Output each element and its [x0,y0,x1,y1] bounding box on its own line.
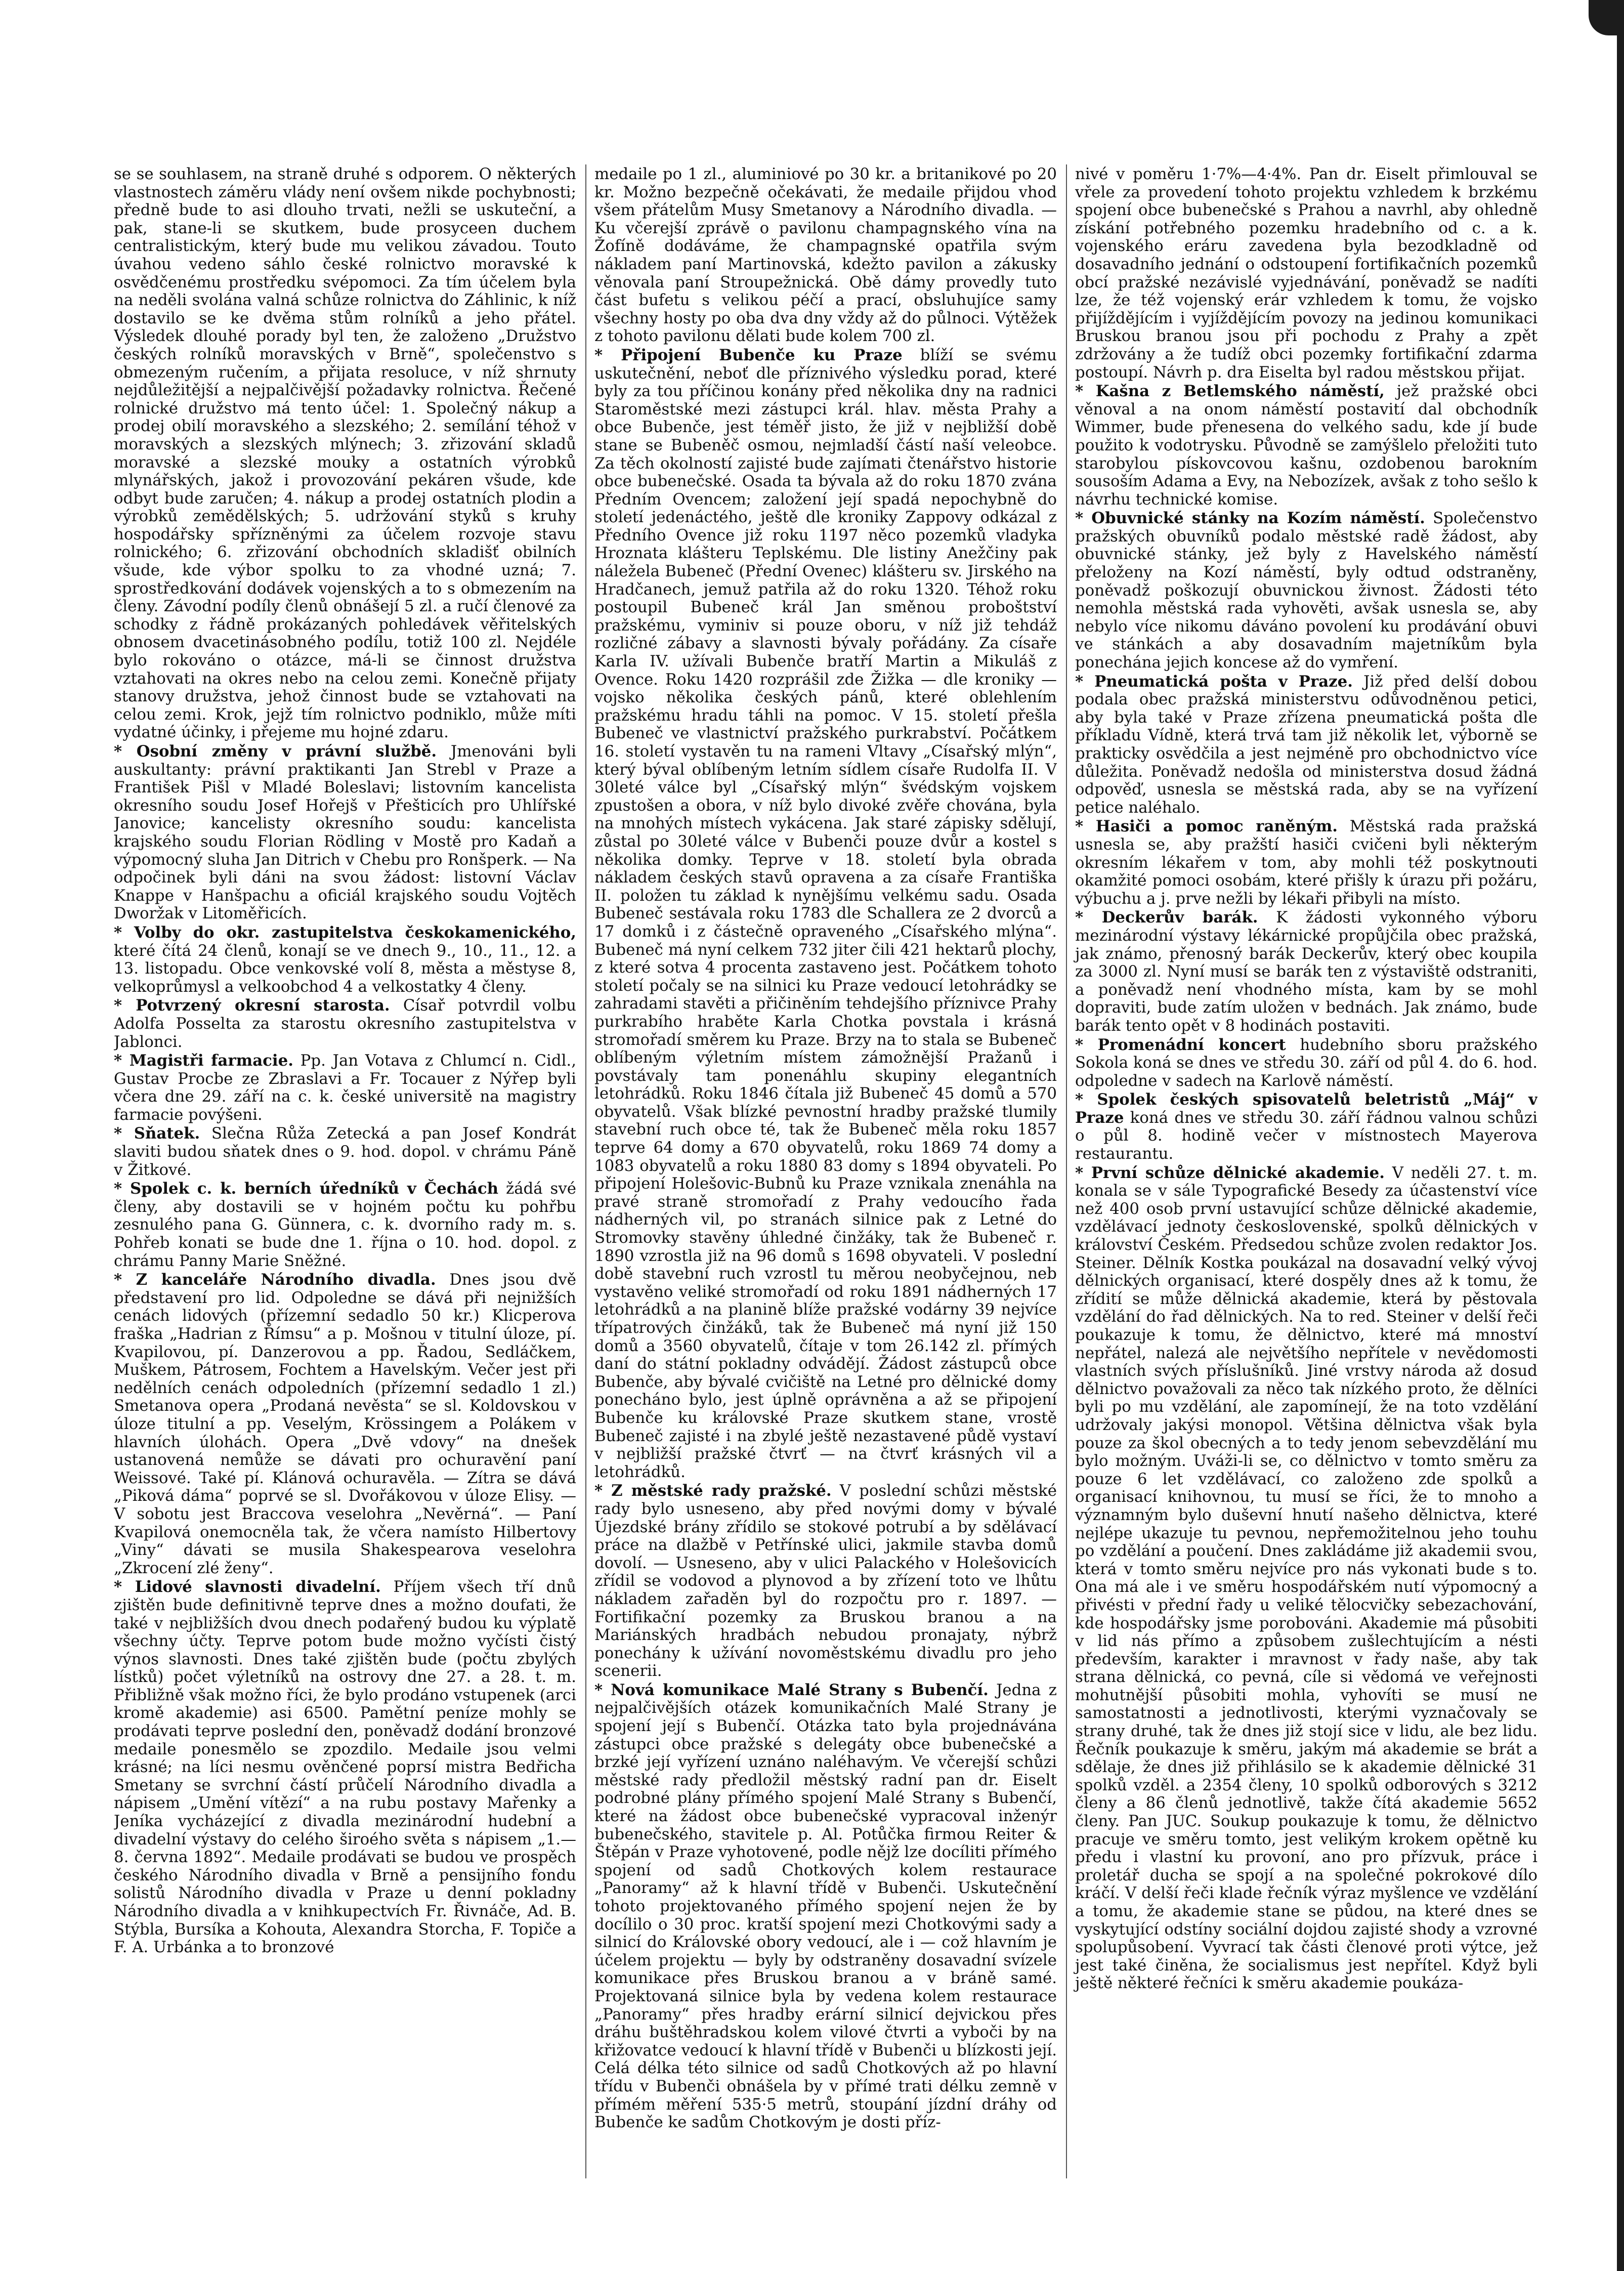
article-lidove-slavnosti: * Lidové slavnosti divadelní. Příjem všech tří dnů zjištěn bude definitivně teprve dnes a možno doufati, že také v nejbližších dvou dnech podařený budou ku výplatě všechny účty. Teprve potom bude možno vyčísti čistý výnos slavnosti. Dnes také zjištěn bude (počtu zbylých lístků) počet výletníků na ostrovy dne 27. a 28. t. m. Přibližně však možno říci, že bylo prodáno vstupenek (arci kromě akademie) asi 6500. Pamětní peníze mohly se prodávati teprve poslední den, poněvadž dodání bronzové medaile ponesmělo se zpozdilo. Medaile jsou velmi krásné; na líci nesmu ověnčené poprsí mistra Bedřicha Smetany se svrchní částí průčelí Národního divadla a nápisem „Umění vítězí“ a na rubu postavy Mařenky a Jeníka vycházející z divadla mezinárodní hudební a divadelní výstavy do celého široého světa s nápisem „1.—8. června 1892“. Medaile prodávati se budou ve prospěch českého Národního divadla v Brně a pensijního fondu solistů Národního divadla v Praze u denní pokladny Národního divadla a v knihkupectvích Fr. Řivnáče, Ad. B. Stýbla, Bursíka a Kohouta, Alexandra Storcha, F. Topiče a F. A. Urbánka a to bronzové [114,1578,576,1957]
article-heading: * Spolek c. k. berních úředníků v Čechách [114,1180,499,1198]
article-mestska-rada: * Z městské rady pražské. V poslední schůzi městské rady bylo usneseno, aby před novými domy v bývalé Újezdské brány zřídilo se stokové potrubí a by sdělávací práce na dlažbě v Petřínské ulici, jakmile stavba domů dovolí. — Usneseno, aby v ulici Palackého v Holešovicích zřídil se vodovod a plynovod a by zřízení toto ve lhůtu nákladem zařaděn byl do rozpočtu pro r. 1897. — Fortifikační pozemky za Bruskou branou a na Mariánských hradbách nebudou pronajaty, nýbrž ponechány k užívání novoměstskému divadlu pro jeho scenerii. [594,1482,1057,1680]
article-obuvnicke-stanky: * Obuvnické stánky na Kozím náměstí. Společenstvo pražských obuvníků podalo městské radě žádost, aby obuvnické stánky, jež byly z Havelského náměstí přeloženy na Kozí náměstí, byly odtud odstraněny, poněvadž poškozují obuvnickou živnost. Žádosti této nemohla městská rada vyhověti, avšak usnesla se, aby nebylo více nikomu dáváno povolení ku prodávání obuvi ve stánkách a aby dosavadním majetníkům byla ponechána jejich koncese až do vymření. [1075,509,1537,672]
article-narodni-divadlo: * Z kanceláře Národního divadla. Dnes jsou dvě představení pro lid. Odpoledne se dává při nejnižších cenách lidových (přízemní sedadlo 50 kr.) Klicperova fraška „Hadrian z Římsu“ a p. Mošnou v titulní úloze, pí. Kvapilovou, pí. Danzerovou a pp. Řadou, Sedláčkem, Muškem, Pátrosem, Fochtem a Havelským. Večer jest při nedělních cenách odpoledních (přízemní sedadlo 1 zl.) Smetanova opera „Prodaná nevěsta“ se sl. Koldovskou v úloze titulní a pp. Veselým, Krössingem a Polákem v hlavních úlohách. Opera „Dvě vdovy“ na dnešek ustanovená nemůže se dávati pro ochuravění paní Weissové. Také pí. Klánová ochuravěla. — Zítra se dává „Piková dáma“ poprvé se sl. Dvořákovou v úloze Elisy. — V sobotu jest Braccova veselohra „Nevěrná“. — Paní Kvapilová onemocněla tak, že včera namísto Hilbertovy „Viny“ dávati se musila Shakespearova veselohra „Zkrocení zlé ženy“. [114,1271,576,1577]
article-heading: * Hasiči a pomoc raněným. [1075,817,1338,836]
article-heading: * Volby do okr. zastupitelstva českokamenického, [114,923,576,942]
article-kasna: * Kašna z Betlemského náměstí, jež pražské obci věnoval a na onom náměstí postavití dal obchodník Wimmer, bude přenesena do velkého sadu, kde jí bude použito k vodotrysku. Původně se zamýšlelo přeložiti tuto starobylou pískovcovou kašnu, ozdobenou barokním sousoším Adama a Evy, na Nebozízek, avšak z toho sešlo k návrhu technické komise. [1075,382,1537,509]
article-heading: * Pneumatická pošta v Praze. [1075,672,1353,691]
article-snatek: * Sňatek. Slečna Růža Zetecká a pan Josef Kondrát slaviti budou sňatek dnes o 9. hod. dopol. v chrámu Páně v Žitkové. [114,1124,576,1179]
article-continuation: medaile po 1 zl., aluminiové po 30 kr. a britanikové po 20 kr. Možno bezpečně očekávati, že medaile přijdou vhod všem přátelům Musy Smetanovy a Národního divadla. — Ku včerejší zprávě o pavilonu champagnského vína na Žofíně dodáváme, že champagnské opatřila svým nákladem paní Martinovská, kdežto pavilon a zákusky věnovala paní Stroupežnická. Obě dámy provedly tuto část bufetu s velikou péčí a prací, obsluhujíce samy všechny hosty po oba dva dny vždy až do půlnoci. Výtěžek z tohoto pavilonu dělati bude kolem 700 zl. [594,165,1057,346]
article-heading: * Osobní změny v právní službě. [114,742,437,761]
article-heading: * Připojení Bubenče ku Praze [594,346,903,364]
column-1 [114,164,576,2178]
article-heading: * Sňatek. [114,1124,200,1143]
article-continuation: se se souhlasem, na straně druhé s odporem. O některých vlastnostech záměru vlády není ovšem nikde pochybnosti; předně bude to asi dlouho trvati, nežli se uskuteční, a pak, stane-li se skutkem, bude prosyceen duchem centralistickým, který bude mu velikou závadou. Touto úvahou vedeno sáhlo české rolnictvo moravské k osvědčenému prostředku svépomoci. Za tím účelem byla na neděli svolána valná schůze rolnictva do Záhlinic, k níž dostavilo se ke dvěma stům rolníků a jeho přátel. Výsledek dlouhé porady byl ten, že založeno „Družstvo českých rolníků moravských v Brně“, společenstvo s obmezeným ručením, a přijata resoluce, v níž shrnuty nejdůležitější a nejpalčivější požadavky rolnictva. Řečené rolnické družstvo má tento účel: 1. Společný nákup a prodej obilí moravského a slezského; 2. semílání téhož v moravských a slezských mlýnech; 3. zřizování skladů moravské a slezské mouky a ostatních výrobků mlynářských, jakož i provozování pekáren všude, kde odbyt bude zaručen; 4. nákup a prodej ostatních plodin a výrobků zemědělských; 5. udržování styků s kruhy hospodářsky spřízněnými za účelem rozvoje stavu rolnického; 6. zřizování obchodních skladišť obilních všude, kde výbor spolku to za vhodné uzná; 7. sprostředkování dodávek vojenských a to s obmezením na členy. Závodní podíly členů obnášejí 5 zl. a ručí členové za schodky z řádně prokázaných pohledávek věřitelských obnosem dvacetinásobného podílu, totiž 100 zl. Nejdéle bylo rokováno o otázce, má-li se činnost družstva vztahovati na okres nebo na celou zemi. Konečně přijaty stanovy družstva, jehož činnost bude se vztahovati na celou zemi. Krok, jejž tím rolnictvo podniklo, může míti vydatné účinky, i přejeme mu hojné zdaru. [114,165,576,742]
newspaper-page [114,164,1551,2178]
article-continuation: nivé v poměru 1·7%—4·4%. Pan dr. Eiselt přimlouval se vřele za provedení tohoto projektu vzhledem k brzkému spojení obce bubenečské s Prahou a navrhl, aby ohledně získání potřebného pozemku hradebního od c. a k. vojenského eráru zavedena byla bezodkladně od dosavadního jednání o odstoupení fortifikačních pozemků obcí pražské nezávislé vyjednávání, poněvadž se nadíti lze, že též vojenský erár vzhledem k tomu, že vojsko přijíždějícím i vyjíždějícím povozy na jedinou komunikaci Bruskou branou jsou při pochodu z Prahy a zpět zdržovány a že tudíž obci pozemky fortifikační zdarma postoupí. Návrh p. dra Eiselta byl radou městskou přijat. [1075,165,1537,382]
column-3 [1066,164,1537,2178]
article-heading: * Spolek českých spisovatelů beletristů „Máj“ v Praze [1075,1090,1537,1127]
article-heading: * Obuvnické stánky na Kozím náměstí. [1075,509,1425,528]
article-volby: * Volby do okr. zastupitelstva českokamenického, které čítá 24 členů, konají se ve dnech 9., 10., 11., 12. a 13. listopadu. Obce venkovské volí 8, města a městyse 8, velkoprůmysl a velkoobchod 4 a velkostatky 4 členy. [114,923,576,996]
column-2 [585,164,1057,2178]
article-heading: * Magistři farmacie. [114,1052,293,1070]
article-heading: * Promenádní koncert [1075,1035,1286,1054]
article-deckeruv-barak: * Deckerův barák. K žádosti vykonného výboru mezinárodní výstavy lékárnické propůjčila obec pražská, jak známo, přenosný barák Deckerův, který obec koupila za 3000 zl. Nyní musí se barák ten z výstaviště odstraniti, a poněvadž není vhodného místa, kam by se mohl dopraviti, bude zatím uložen v bednách. Jak známo, bude barák tento opět v 8 hodinách postaviti. [1075,908,1537,1035]
scan-edge-right [1617,0,1624,2271]
article-heading: * Potvrzený okresní starosta. [114,996,390,1015]
article-heading: * Lidové slavnosti divadelní. [114,1578,381,1596]
article-promenadni-koncert: * Promenádní koncert hudebního sboru pražského Sokola koná se dnes ve středu 30. září od půl 4. do 6. hod. odpoledne v sadech na Karlově náměstí. [1075,1035,1537,1090]
article-spolek-maj: * Spolek českých spisovatelů beletristů „Máj“ v Praze koná dnes ve středu 30. září řádnou valnou schůzi o půl 8. hodině večer v místnostech Mayerova restaurantu. [1075,1090,1537,1163]
article-heading: * Z městské rady pražské. [594,1482,832,1500]
article-heading: * Nová komunikace Malé Strany s Bubenčí. [594,1680,989,1699]
article-hasici: * Hasiči a pomoc raněným. Městská rada pražská usnesla se, aby pražští hasiči cvičeni byli některým okresním lékařem v tom, aby mohli též poskytnouti okamžité pomoci osobám, které přišly k úrazu při požáru, výbuchu a j. prve nežli by lékaři přibyli na místo. [1075,817,1537,908]
article-spolek-bernich: * Spolek c. k. berních úředníků v Čechách žádá své členy, aby dostavili se v hojném počtu ku pohřbu zesnulého pana G. Günnera, c. k. dvorního rady m. s. Pohřeb konati se bude dne 1. října o 10. hod. dopol. z chrámu Panny Marie Sněžné. [114,1180,576,1270]
article-heading: * Z kanceláře Národního divadla. [114,1271,436,1289]
scan-edge-corner [1589,0,1624,35]
article-heading: * Kašna z Betlemského náměstí, [1075,382,1385,401]
article-osobni-zmeny: * Osobní změny v právní službě. Jmenováni byli auskultanty: právní praktikanti Jan Strebl v Praze a František Pišl v Mladé Boleslavi; listovním kancelista okresního soudu Josef Hořejš v Přešticích pro Uhlířské Janovice; kancelisty okresního soudu: kancelista krajského soudu Florian Rödling v Mostě pro Kadaň a výpomocný sluha Jan Ditrich v Chebu pro Ronšperk. — Na odpočinek byli dáni na svou žádost: listovní Václav Knappe v Hanšpachu a oficiál krajského soudu Vojtěch Dworžak v Litoměřicích. [114,742,576,923]
article-heading: * První schůze dělnické akademie. [1075,1163,1385,1182]
article-pneumaticka-posta: * Pneumatická pošta v Praze. Již před delší dobou podala obec pražská ministerstvu odůvodněnou petici, aby byla také v Praze zřízena pneumatická pošta dle příkladu Vídně, která trvá tam již několik let, výborně se prakticky osvědčila a jest nejméně pro obchodnictvo více důležita. Poněvadž nedošla od ministerstva dosud žádná odpověď, usnesla se městská rada, aby se na vyřízení petice naléhalo. [1075,672,1537,817]
article-pripojeni-bubence: * Připojení Bubenče ku Praze blíží se svému uskutečnění, neboť dle příznivého výsledku porad, které byly za tou příčinou konány před několika dny na radnici Staroměstské mezi zástupci král. hlav. města Prahy a obce Bubenče, jest téměř jisto, že již v nejbližší době stane se Bubeněč osmou, nejmladší částí naší veleobce. Za těch okolností zajisté bude zajímati čtenářstvo historie obce bubenečské. Osada ta bývala až do roku 1870 zvána Předním Ovencem; založení její spadá nepochybně do století jedenáctého, ještě dle kroniky Zappovy odkázal z Předního Ovence již roku 1197 něco pozemků vladyka Hroznata klášteru Teplskému. Dle listiny Anežčiny pak náležela Bubeneč (Přední Ovenec) klášteru sv. Jirského na Hradčanech, jemuž patřila až do roku 1320. Téhož roku postoupil Bubeneč král Jan směnou proboštství pražskému, vyminiv si pouze oboru, v níž již tehdáž rozličné zábavy a slavnosti bývaly pořádány. Za císaře Karla IV. užívali Bubenče bratří Martin a Mikuláš z Ovence. Roku 1420 rozprášil zde Žižka — dle kroniky — vojsko několika českých pánů, které oblehlením pražskému hradu táhli na pomoc. V 15. století přešla Bubeneč ve vlastnictví pražského purkrabství. Počátkem 16. století vystavěn tu na rameni Vltavy „Císařský mlýn“, který býval oblíbeným letním sídlem císaře Rudolfa II. V 30leté válce byl „Císařský mlýn“ švédským vojskem zpustošen a obora, v níž bylo divoké zvěře chována, byla na mnohých místech vykácena. Jak staré zápisky sdělují, zůstal po 30leté válce v Bubenči pouze dvůr a kostel s několika domky. Teprve v 18. století byla obrada nákladem českých stavů opravena a za císaře Františka II. položen tu základ k nynějšímu velkému sadu. Osada Bubeneč sestávala roku 1783 dle Schallera ze 2 dvorců a 17 domků i z částečně opraveného „Císařského mlýna“. Bubeneč má nyní celkem 732 jiter čili 421 hektarů plochy, z které sotva 4 procenta zastaveno jest. Počátkem tohoto století počaly se na silnici ku Praze vedoucí letohrádky se zahradami stavěti a přičiněním tehdejšího příznivce Prahy purkrabího hraběte Karla Chotka povstala i krásná stromořadí směrem ku Praze. Brzy na to stala se Bubeneč oblíbeným výletním místem zámožnější Pražanů i povstávaly tam ponenáhlu skupiny elegantních letohrádků. Roku 1846 čítala již Bubeneč 45 domů a 570 obyvatelů. Však blízké pevnostní hradby pražské tlumily stavební ruch obce té, tak že Bubeneč měla roku 1857 teprve 64 domy a 670 obyvatelů, roku 1869 74 domy a 1083 obyvatelů a roku 1880 83 domy s 1894 obyvateli. Po připojení Holešovic-Bubnů ku Praze vznikala znenáhla na pravé straně stromořadí z Prahy vedoucího řada nádherných vil, po stranách silnice pak z Letné do Stromovky stavěny úhledné činžáky, tak že Bubeneč r. 1890 vzrostla již na 96 domů s 1698 obyvateli. V poslední době stavební ruch vzrostl tu měrou neobyčejnou, neb vystavěno veliké stromořadí od roku 1891 nádherných 17 letohrádků a na planině blíže pražské vodárny 39 nejvíce třípatrových činžáků, tak že Bubeneč má nyní již 150 domů a 3560 obyvatelů, čítaje v tom 26.142 zl. přímých daní do státní pokladny odvádějí. Žádost zástupců obce Bubenče, aby bývalé cvičiště na Letné pro dělnické domy ponecháno bylo, jest úplně oprávněna a až se připojení Bubenče ku královské Praze skutkem stane, vrostě Bubeneč zajisté i na zbylé ještě nezastavené půdě vystaví v nejbližší pražské čtvrť — na čtvrť krásných vil a letohrádků. [594,346,1057,1481]
article-heading: * Deckerův barák. [1075,908,1258,927]
article-nova-komunikace: * Nová komunikace Malé Strany s Bubenčí. Jedna z nejpalčivějších otázek komunikačních Malé Strany je spojení její s Bubenčí. Otázka tato byla projednávána zástupci obce pražské s delegáty obce bubenečské a brzké její vyřízení uznáno naléhavým. Ve včerejší schůzi městské rady předložil městský radní pan dr. Eiselt podrobné plány přímého spojení Malé Strany s Bubenčí, které na žádost obce bubenečské vypracoval inženýr bubenečského, stavitele p. Al. Potůčka firmou Reiter & Štěpán v Praze vyhotovené, podle nějž lze docíliti přímého spojení od sadů Chotkových kolem restaurace „Panoramy“ až k hlavní třídě v Bubenči. Uskutečnění tohoto projektovaného přímého spojení nejen že by docílilo o 30 proc. kratší spojení mezi Chotkovými sady a silnicí do Královské obory vedoucí, ale i — což hlavním je účelem projektu — byly by odstraněny dosavadní svízele komunikace přes Bruskou branou a v bráně samé. Projektovaná silnice byla by vedena kolem restaurace „Panoramy“ přes hradby erární silnicí dejvickou přes dráhu buštěhradskou kolem vilové čtvrti a vyboči by na křižovatce vedoucí k hlavní třídě v Bubenči u blízkosti její. Celá délka této silnice od sadů Chotkových až po hlavní třídu v Bubenči obnášela by v přímé trati délku zemně v přímém měření 535·5 metrů, stoupání jízdní dráhy od Bubenče ke sadům Chotkovým je dosti příz- [594,1680,1057,2132]
article-delnicka-akademie: * První schůze dělnické akademie. V neděli 27. t. m. konala se v sále Typografické Besedy za účastenství více než 400 osob první ustavující schůze dělnické akademie, vzdělávací jednoty československé, spolků dělnických v království Českém. Předsedou schůze zvolen redaktor Jos. Steiner. Dělník Kostka poukázal na dosavadní velký vývoj dělnických organisací, které dospěly dnes až k tomu, že zřídití se může dělnická akademie, která by pěstovala vzdělání do řad dělnických. Na to red. Steiner v delší řeči poukazuje k tomu, že dělnictvo, které má mnoství nepřátel, nalezá ale největšího nepřítele v nevědomosti vlastních svých příslušníků. Jiné vrstvy národa až dosud dělnictvo považovali za něco tak nízkého proto, že dělníci byli po mu vzdělání, ale zapomínejí, že na toto vzdělání udržovaly jakýsi monopol. Většina dělnictva však byla pouze za škol obecných a to tedy jenom sebevzdělání mu bylo možným. Uváži-li se, co dělnictvo v tomto směru za pouze 6 let vzdělávací, co založeno zde spolků a organisací knihovnou, tu musí se říci, že to mnoho a významným bylo duševní hnutí našeho dělnictva, které nejlépe ukazuje tu pevnou, nepřemožitelnou jeho touhu po vzdělání a poučení. Dnes zakládáme již akademii svou, která v tomto směru nejvíce pro nás vykonati bude s to. Ona má ale i ve směru hospodářském nutí výpomocný a přivésti v přední řady u veliké tělocvičky sebezachování, kde hospodářsky jsme porobováni. Akademie má působiti v lid nás přímo a způsobem zušlechtujícím a nésti především, karakter i mravnost v řady naše, aby tak strana dělnická, co pevná, cíle si vědomá ve veřejnosti mohutnější působiti mohla, vyhovíti se musí ne samostatnosti a jednotlivosti, kterými vyznačovaly se strany druhé, tak že dnes již stojí sice v lidu, ale bez lidu. Řečník poukazuje k směru, jakým má akademie se brát a sdělaje, že dnes již přihlásilo se k akademie dělnické 31 spolků vzděl. a 2354 členy, 10 spolků odborových s 3212 členy a 86 členů jednotlivě, takže čítá akademie 5652 členy. Pan JUC. Soukup poukazuje k tomu, že dělnictvo pracuje ve směru tomto, jest velikým krokem opětně ku předu i vlastní ku provoní, ano pro přízvuk, práce i proletář ducha se spojí a na společné pokrokové dílo kráčí. V delší řeči klade řečník výraz myšlence ve vzdělání a tomu, že akademie stane se půdou, na které dnes se vyskytující odstíny sociální dojdou zajisté shody a vzrovné spolupůsobení. Vyvrací tak části členové proti výtce, jež jest také činěna, že socialismus jest nepřítel. Když byli ještě některé řečníci k směru akademie poukáza- [1075,1163,1537,1993]
article-starosta: * Potvrzený okresní starosta. Císař potvrdil volbu Adolfa Posselta za starostu okresního zastupitelstva v Jablonci. [114,996,576,1051]
article-magistri: * Magistři farmacie. Pp. Jan Votava z Chlumcí n. Cidl., Gustav Procbe ze Zbraslavi a Fr. Tocauer z Nýřep byli včera dne 29. září na c. k. české universitě na magistry farmacie povýšeni. [114,1052,576,1124]
